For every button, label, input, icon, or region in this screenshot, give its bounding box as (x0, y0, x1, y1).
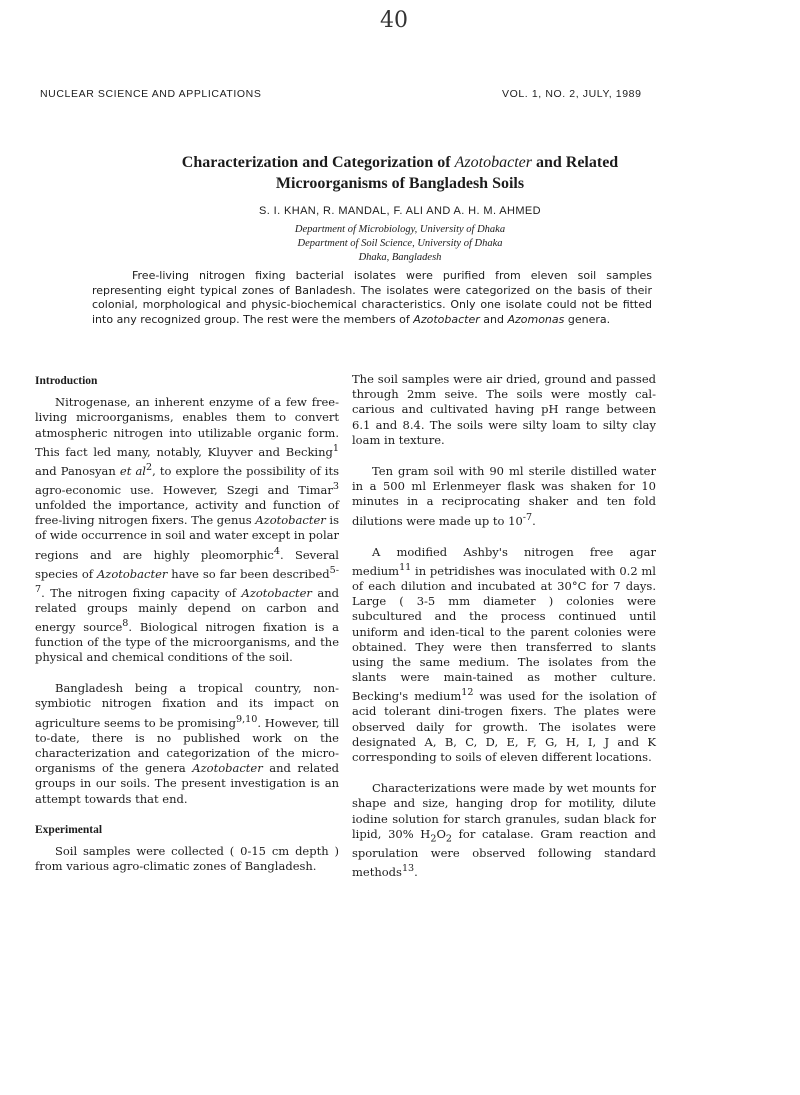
paper-title (60, 152, 740, 194)
introduction-heading: Introduction (35, 375, 98, 387)
methods-paragraph-1: The soil samples were air dried, ground and passed through 2mm seive. The soils were mostly cal-carious and cultivated having pH range between 6.1 and 8.4. The soils were silty loam to silty clay loam in texture. (352, 372, 656, 447)
affiliation-2: Department of Soil Science, University of Dhaka (297, 238, 503, 249)
experimental-paragraph-1: Soil samples were collected ( 0-15 cm depth ) from various agro-climatic zones of Bangladesh. (35, 843, 339, 874)
page-number: 40 (380, 8, 408, 33)
abstract (92, 269, 652, 327)
abstract-text: Free-living nitrogen fixing bacterial isolates were purified from eleven soil samples representing eight typical zones of Banladesh. The isolates were categorized on the basis of their colonial, morphological and physic-biochemical characteristics. Only one isolate could not be fitted into any recognized group. The rest were the members of (92, 269, 652, 326)
abstract-text: genera. (564, 312, 611, 326)
experimental-heading: Experimental (35, 823, 103, 836)
abstract-text: and (479, 312, 508, 326)
methods-paragraph-2: Ten gram soil with 90 ml sterile distilled water in a 500 ml Erlenmeyer flask was shaken for 10 minutes in a reciprocating shaker and ten fold dilutions were made up to $10^{-7}$. (352, 464, 656, 528)
abstract-italic: Azotobacter (413, 312, 480, 326)
left-column (35, 374, 339, 874)
affiliation-1: Department of Microbiology, University of Dhaka (294, 224, 506, 235)
journal-name: NUCLEAR SCIENCE AND APPLICATIONS (40, 88, 262, 100)
volume-info: VOL. 1, NO. 2, JULY, 1989 (502, 88, 642, 100)
title-italic: Azotobacter (454, 154, 532, 171)
methods-paragraph-4: Characterizations were made by wet mounts for shape and size, hanging drop for motility, dilute iodine solution for starch granules, sudan black for lipid, 30% $H_2O_2$ for catalase. Gram reaction and sporulation were observed following standard methods$^{13}$. (352, 781, 656, 880)
authors: S. I. KHAN, R. MANDAL, F. ALI AND A. H. M. AHMED (258, 205, 542, 217)
affiliation-3: Dhaka, Bangladesh (358, 252, 442, 263)
introduction-paragraph-1: Nitrogenase, an inherent enzyme of a few free-living microorganisms, enables them to convert atmospheric nitrogen into utilizable organic form. This fact led many, notably, Kluyver and Becking$^1$ and Panosyan et $al^2$, to explore the possibility of its agro-economic use. However, Szegi and Timar$^3$ unfolded the importance, activity and function of free-living nitrogen fixers. The genus Azotobacter is of wide occurrence in soil and water except in polar regions and are highly pleomorphic$^4$. Several species of Azotobacter have so far been described$^{5-7}$. The nitrogen fixing capacity of Azotobacter and related groups mainly depend on carbon and energy source$^8$. Biological nitrogen fixation is a function of the type of the microorganisms, and the physical and chemical conditions of the soil. (35, 395, 340, 665)
introduction-paragraph-2: Bangladesh being a tropical country, non-symbiotic nitrogen fixation and its impact on agriculture seems to be promising$^{9,10}$. However, till to-date, there is no published work on the characterization and categorization of the micro-organisms of the genera Azotobacter and related groups in our soils. The present investigation is an attempt towards that end. (35, 681, 339, 806)
title-part1: Characterization and Categorization of (181, 154, 455, 171)
title-line2: Microorganisms of Bangladesh Soils (275, 175, 525, 192)
title-part2: and Related (531, 154, 619, 171)
affiliations (100, 223, 700, 265)
abstract-italic: Azomonas (507, 312, 565, 326)
right-column (352, 372, 656, 881)
methods-paragraph-3: A modified Ashby's nitrogen free agar medium$^{11}$ in petridishes was inoculated with 0.2 ml of each dilution and incubated at 30°C for 7 days. Large ( 3-5 mm diameter ) colonies were subcultured and the process continued until uniform and iden-tical to the parent colonies were obtained. They were then transferred to slants using the same medium. The isolates from the slants were main-tained as mother culture. Becking's medium$^{12}$ was used for the isolation of acid tolerant dini-trogen fixers. The plates were observed daily for growth. The isolates were designated A, B, C, D, E, F, G, H, I, J and K corresponding to soils of eleven different locations. (352, 544, 656, 764)
